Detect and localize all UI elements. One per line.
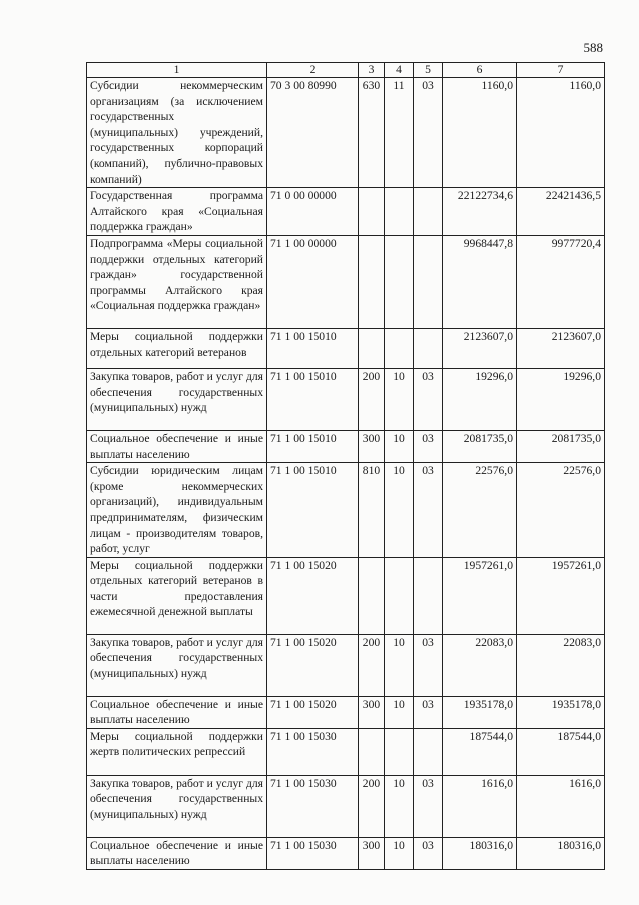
row-pr-cell: 03 [414, 78, 443, 188]
row-sum-2024-cell: 1957261,0 [443, 557, 517, 634]
row-sum-2024-cell: 1616,0 [443, 775, 517, 837]
row-sum-2025-cell: 1935178,0 [517, 696, 605, 728]
row-name-cell: Закупка товаров, работ и услуг для обеспечения государственных (муниципальных) нужд [87, 634, 267, 696]
table-row [87, 78, 605, 188]
row-name-cell: Субсидии юридическим лицам (кроме некоммерческих организаций), индивидуальным предпринимателям, физическим лицам - производителям товаров, работ, услуг [87, 463, 267, 558]
table-row [87, 728, 605, 775]
table-body [87, 78, 605, 870]
row-pr-cell: 03 [414, 696, 443, 728]
row-rz-cell [385, 188, 414, 236]
column-header: 3 [359, 63, 385, 78]
row-sum-2025-cell: 22083,0 [517, 634, 605, 696]
row-code-cell: 71 1 00 15030 [267, 728, 359, 775]
row-sum-2025-cell: 187544,0 [517, 728, 605, 775]
row-name-cell: Меры социальной поддержки отдельных категорий ветеранов в части предоставления ежемесячной денежной выплаты [87, 557, 267, 634]
row-rz-cell [385, 328, 414, 368]
row-name-cell: Меры социальной поддержки жертв политических репрессий [87, 728, 267, 775]
row-sum-2025-cell: 1957261,0 [517, 557, 605, 634]
row-sum-2024-cell: 2123607,0 [443, 328, 517, 368]
table-row [87, 328, 605, 368]
row-code-cell: 71 1 00 15020 [267, 557, 359, 634]
row-sum-2025-cell: 1160,0 [517, 78, 605, 188]
row-vr-cell: 810 [359, 463, 385, 558]
table-row [87, 368, 605, 430]
column-header: 6 [443, 63, 517, 78]
row-name-cell: Закупка товаров, работ и услуг для обеспечения государственных (муниципальных) нужд [87, 775, 267, 837]
row-sum-2024-cell: 19296,0 [443, 368, 517, 430]
row-sum-2025-cell: 19296,0 [517, 368, 605, 430]
row-code-cell: 70 3 00 80990 [267, 78, 359, 188]
row-sum-2024-cell: 22576,0 [443, 463, 517, 558]
row-pr-cell [414, 728, 443, 775]
row-sum-2025-cell: 2081735,0 [517, 430, 605, 462]
row-code-cell: 71 1 00 15020 [267, 696, 359, 728]
row-pr-cell: 03 [414, 430, 443, 462]
row-rz-cell: 10 [385, 463, 414, 558]
row-rz-cell: 10 [385, 368, 414, 430]
header-row [87, 63, 605, 78]
table-row [87, 775, 605, 837]
row-rz-cell: 11 [385, 78, 414, 188]
row-sum-2025-cell: 1616,0 [517, 775, 605, 837]
row-code-cell: 71 1 00 00000 [267, 235, 359, 328]
row-sum-2024-cell: 2081735,0 [443, 430, 517, 462]
column-header: 4 [385, 63, 414, 78]
row-vr-cell [359, 328, 385, 368]
row-rz-cell: 10 [385, 634, 414, 696]
row-pr-cell [414, 188, 443, 236]
row-sum-2024-cell: 1935178,0 [443, 696, 517, 728]
row-sum-2025-cell: 22421436,5 [517, 188, 605, 236]
row-rz-cell: 10 [385, 430, 414, 462]
row-rz-cell [385, 235, 414, 328]
row-vr-cell: 300 [359, 696, 385, 728]
row-code-cell: 71 1 00 15010 [267, 368, 359, 430]
row-code-cell: 71 1 00 15030 [267, 837, 359, 869]
row-rz-cell [385, 728, 414, 775]
row-sum-2024-cell: 9968447,8 [443, 235, 517, 328]
table-row [87, 235, 605, 328]
row-sum-2024-cell: 1160,0 [443, 78, 517, 188]
row-sum-2024-cell: 187544,0 [443, 728, 517, 775]
row-vr-cell: 200 [359, 634, 385, 696]
row-name-cell: Закупка товаров, работ и услуг для обеспечения государственных (муниципальных) нужд [87, 368, 267, 430]
row-vr-cell: 300 [359, 430, 385, 462]
row-vr-cell [359, 728, 385, 775]
table-row [87, 557, 605, 634]
row-sum-2025-cell: 9977720,4 [517, 235, 605, 328]
row-sum-2025-cell: 180316,0 [517, 837, 605, 869]
column-header: 5 [414, 63, 443, 78]
row-pr-cell [414, 235, 443, 328]
row-pr-cell [414, 557, 443, 634]
row-sum-2024-cell: 180316,0 [443, 837, 517, 869]
page-number: 588 [583, 40, 603, 55]
row-code-cell: 71 0 00 00000 [267, 188, 359, 236]
row-name-cell: Субсидии некоммерческим организациям (за исключением государственных (муниципальных) учреждений, государственных корпораций (компаний), публично-правовых компаний) [87, 78, 267, 188]
row-pr-cell: 03 [414, 634, 443, 696]
row-name-cell: Государственная программа Алтайского края «Социальная поддержка граждан» [87, 188, 267, 236]
row-vr-cell: 630 [359, 78, 385, 188]
column-header: 1 [87, 63, 267, 78]
column-header: 7 [517, 63, 605, 78]
column-header: 2 [267, 63, 359, 78]
row-sum-2024-cell: 22083,0 [443, 634, 517, 696]
row-vr-cell [359, 557, 385, 634]
row-code-cell: 71 1 00 15010 [267, 328, 359, 368]
row-name-cell: Меры социальной поддержки отдельных категорий ветеранов [87, 328, 267, 368]
row-name-cell: Социальное обеспечение и иные выплаты населению [87, 837, 267, 869]
table-row [87, 430, 605, 462]
row-rz-cell: 10 [385, 837, 414, 869]
budget-table [86, 62, 605, 870]
table-row [87, 463, 605, 558]
row-code-cell: 71 1 00 15020 [267, 634, 359, 696]
row-code-cell: 71 1 00 15030 [267, 775, 359, 837]
row-vr-cell [359, 188, 385, 236]
row-rz-cell [385, 557, 414, 634]
table-row [87, 696, 605, 728]
row-name-cell: Подпрограмма «Меры социальной поддержки отдельных категорий граждан» государственной программы Алтайского края «Социальная поддержка граждан» [87, 235, 267, 328]
row-code-cell: 71 1 00 15010 [267, 430, 359, 462]
table-row [87, 837, 605, 869]
row-pr-cell [414, 328, 443, 368]
row-name-cell: Социальное обеспечение и иные выплаты населению [87, 430, 267, 462]
row-pr-cell: 03 [414, 463, 443, 558]
row-vr-cell: 200 [359, 368, 385, 430]
row-pr-cell: 03 [414, 837, 443, 869]
row-pr-cell: 03 [414, 775, 443, 837]
row-vr-cell [359, 235, 385, 328]
row-code-cell: 71 1 00 15010 [267, 463, 359, 558]
table-row [87, 188, 605, 236]
row-sum-2024-cell: 22122734,6 [443, 188, 517, 236]
row-pr-cell: 03 [414, 368, 443, 430]
row-rz-cell: 10 [385, 775, 414, 837]
row-sum-2025-cell: 2123607,0 [517, 328, 605, 368]
row-rz-cell: 10 [385, 696, 414, 728]
table-row [87, 634, 605, 696]
row-name-cell: Социальное обеспечение и иные выплаты населению [87, 696, 267, 728]
row-vr-cell: 300 [359, 837, 385, 869]
row-vr-cell: 200 [359, 775, 385, 837]
row-sum-2025-cell: 22576,0 [517, 463, 605, 558]
